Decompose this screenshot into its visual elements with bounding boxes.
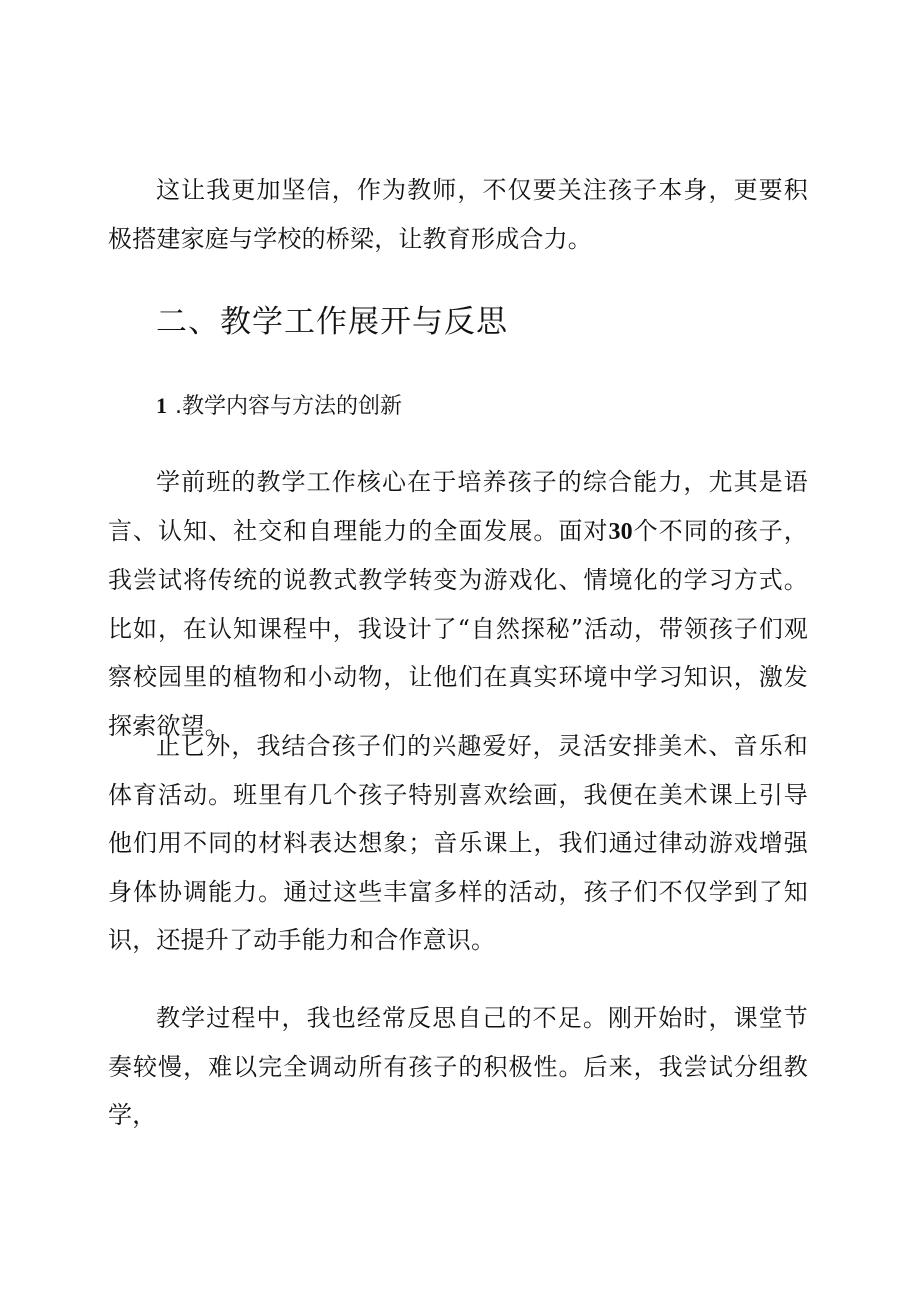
paragraph-2-number: 30: [608, 518, 633, 545]
paragraph-activities: 止匕外，我结合孩子们的兴趣爱好，灵活安排美术、音乐和体育活动。班里有几个孩子特别喜欢绘画，我便在美术课上引导他们用不同的材料表达想象；音乐课上，我们通过律动游戏增强身体协调能力。通过这些丰富多样的活动，孩子们不仅学到了知识，还提升了动手能力和合作意识。: [108, 732, 808, 954]
subsection-title: .教学内容与方法的创新: [175, 394, 402, 419]
subsection-number: 1: [156, 393, 167, 418]
paragraph-teaching-core: [108, 458, 808, 750]
paragraph-family-school-bridge: 这让我更加坚信，作为教师，不仅要关注孩子本身，更要积极搭建家庭与学校的桥梁，让教育形成合力。: [108, 176, 808, 253]
paragraph-2-part-a: 学前班的教学工作核心在于培养孩子的综合能力，尤其是语言、认知、社交和自理能力的全面发展。面对: [108, 468, 808, 545]
paragraph-2-part-b: 个不同的孩子，我尝试将传统的说教式教学转变为游戏化、情境化的学习方式。比如，在认知课程中，我设计了“自然探秘”活动，带领孩子们观察校园里的植物和小动物，让他们在真实环境中学习知识，激发探索欲望。: [108, 516, 808, 740]
paragraph-reflection: 教学过程中，我也经常反思自己的不足。刚开始时，课堂节奏较慢，难以完全调动所有孩子的积极性。后来，我尝试分组教学，: [108, 1004, 808, 1129]
section-heading-teaching-work: 二、教学工作展开与反思: [156, 304, 508, 340]
subsection-heading-innovation: [156, 388, 402, 425]
